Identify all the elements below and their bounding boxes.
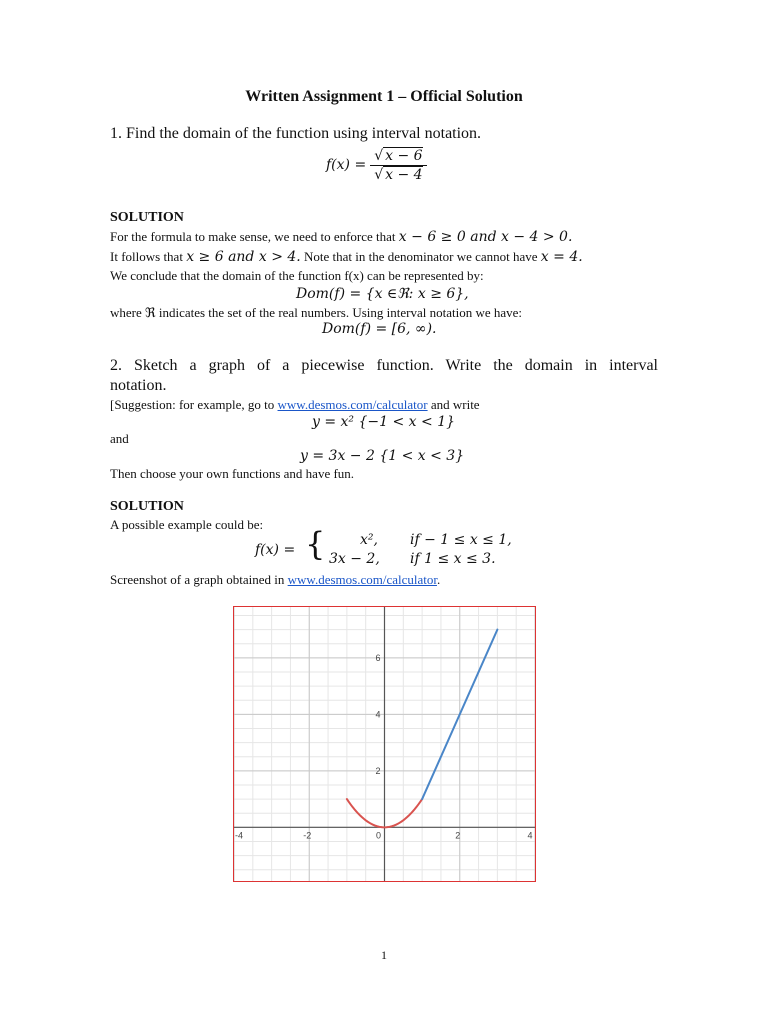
question-2-prompt-line1: 2. Sketch a graph of a piecewise function. Write the domain in interval xyxy=(110,357,658,374)
suggestion-eq2: y = 3x − 2 {1 < x < 3} xyxy=(300,448,465,464)
domain-interval: Dom(f) = [6, ∞). xyxy=(322,321,437,337)
fraction-denominator: √ x − 4 xyxy=(374,167,423,183)
x-tick-label: 2 xyxy=(455,830,461,841)
page-number: 1 xyxy=(381,948,387,962)
case2-condition: if 1 ≤ x ≤ 3. xyxy=(410,551,496,567)
x-tick-label: 4 xyxy=(527,830,533,841)
question-1-prompt: 1. Find the domain of the function using interval notation. xyxy=(110,125,482,142)
domain-set: Dom(f) = {x ∈ℜ: x ≥ 6}, xyxy=(296,286,469,302)
x-tick-label: 0 xyxy=(375,830,382,841)
q2-suggestion xyxy=(110,397,480,413)
line2-math2: x = 4. xyxy=(540,249,583,265)
fraction-numerator: √ x − 6 xyxy=(370,148,426,166)
line2-text-b: Note that in the denominator we cannot have xyxy=(303,249,538,264)
x-tick-label: -4 xyxy=(234,830,244,841)
q1-solution-line4: where ℜ indicates the set of the real numbers. Using interval notation we have: xyxy=(110,305,523,320)
fx-lhs: f(x) = xyxy=(326,157,367,174)
line2-math1: x ≥ 6 and x > 4. xyxy=(186,249,301,265)
y-tick-label: 6 xyxy=(375,652,381,663)
suggestion-text-b: and write xyxy=(430,397,480,412)
denominator-radicand: x − 4 xyxy=(385,167,423,183)
suggestion-eq1: y = x² {−1 < x < 1} xyxy=(312,414,456,430)
choose-text: Then choose your own functions and have fun. xyxy=(110,466,355,481)
x-tick-label: -2 xyxy=(303,830,312,841)
q1-function-formula xyxy=(326,148,427,183)
line1-math: x − 6 ≥ 0 and x − 4 > 0. xyxy=(398,229,573,245)
suggestion-text-a: [Suggestion: for example, go to xyxy=(110,397,275,412)
q1-solution-line3: We conclude that the domain of the function f(x) can be represented by: xyxy=(110,268,484,283)
y-tick-label: 4 xyxy=(375,709,381,720)
line1-text: For the formula to make sense, we need to enforce that xyxy=(110,229,396,244)
numerator-radicand: x − 6 xyxy=(385,148,423,164)
graph-canvas xyxy=(234,607,535,881)
desmos-link-2[interactable]: www.desmos.com/calculator xyxy=(287,572,437,587)
example-text: A possible example could be: xyxy=(110,517,264,532)
screenshot-text-b: . xyxy=(436,572,441,587)
question-2-prompt-line2: notation. xyxy=(110,377,167,394)
line2-text-a: It follows that xyxy=(110,249,183,264)
screenshot-text-a: Screenshot of a graph obtained in xyxy=(110,572,285,587)
q2-solution-heading: SOLUTION xyxy=(110,499,184,514)
case2-expression: 3x − 2, xyxy=(329,551,380,567)
and-text: and xyxy=(110,431,129,446)
desmos-graph-screenshot xyxy=(233,606,536,882)
case1-condition: if − 1 ≤ x ≤ 1, xyxy=(410,532,512,548)
desmos-link[interactable]: www.desmos.com/calculator xyxy=(277,397,428,412)
page-title: Written Assignment 1 – Official Solution xyxy=(245,88,523,105)
case1-expression: x², xyxy=(360,532,378,548)
y-tick-label: 2 xyxy=(375,765,381,776)
screenshot-text xyxy=(110,572,440,588)
q1-solution-line2 xyxy=(110,249,583,265)
q1-solution-line1 xyxy=(110,229,572,245)
q1-solution-heading: SOLUTION xyxy=(110,210,184,225)
fraction xyxy=(370,148,426,183)
piecewise-lhs: f(x) = xyxy=(255,542,296,558)
left-brace: { xyxy=(305,525,326,563)
